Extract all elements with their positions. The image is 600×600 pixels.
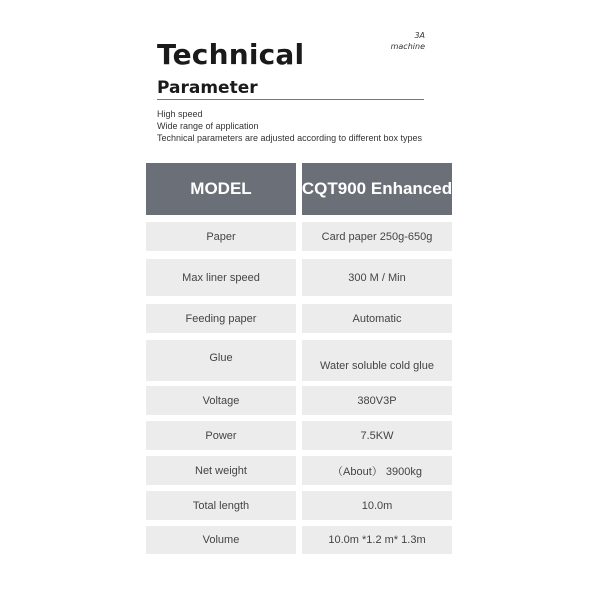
param-name: Feeding paper bbox=[146, 304, 296, 333]
brand-line-2: machine bbox=[390, 42, 425, 51]
table-row bbox=[146, 340, 452, 381]
feature-list bbox=[157, 108, 422, 144]
param-name: Power bbox=[146, 421, 296, 450]
table-row bbox=[146, 421, 452, 450]
param-name: Voltage bbox=[146, 386, 296, 415]
header-model-value-cell: CQT900 Enhanced bbox=[302, 163, 452, 215]
table-row bbox=[146, 456, 452, 485]
feature-item: Wide range of application bbox=[157, 121, 259, 131]
table-row bbox=[146, 526, 452, 554]
param-name: Volume bbox=[146, 526, 296, 554]
param-value: Automatic bbox=[302, 304, 452, 333]
brand-line-1: 3A bbox=[414, 31, 425, 40]
param-name: Glue bbox=[146, 340, 296, 381]
table-row bbox=[146, 222, 452, 251]
param-value: 7.5KW bbox=[302, 421, 452, 450]
header-model-cell: MODEL bbox=[146, 163, 296, 215]
divider bbox=[157, 99, 424, 100]
table-row bbox=[146, 304, 452, 333]
table-row bbox=[146, 259, 452, 296]
brand-label bbox=[385, 30, 425, 52]
param-name: Total length bbox=[146, 491, 296, 520]
page-title: Technical bbox=[157, 38, 305, 71]
param-value: 300 M / Min bbox=[302, 259, 452, 296]
param-name: Paper bbox=[146, 222, 296, 251]
feature-item: Technical parameters are adjusted according to different box types bbox=[157, 133, 422, 143]
feature-item: High speed bbox=[157, 109, 203, 119]
param-value: 10.0m *1.2 m* 1.3m bbox=[302, 526, 452, 554]
param-value: Card paper 250g-650g bbox=[302, 222, 452, 251]
param-value: Water soluble cold glue bbox=[302, 340, 452, 381]
param-value: （About） 3900kg bbox=[302, 456, 452, 485]
table-row bbox=[146, 491, 452, 520]
page-subtitle: Parameter bbox=[157, 78, 258, 98]
param-value: 380V3P bbox=[302, 386, 452, 415]
table-header-row bbox=[146, 163, 452, 215]
table-row bbox=[146, 386, 452, 415]
param-name: Max liner speed bbox=[146, 259, 296, 296]
param-value: 10.0m bbox=[302, 491, 452, 520]
param-name: Net weight bbox=[146, 456, 296, 485]
